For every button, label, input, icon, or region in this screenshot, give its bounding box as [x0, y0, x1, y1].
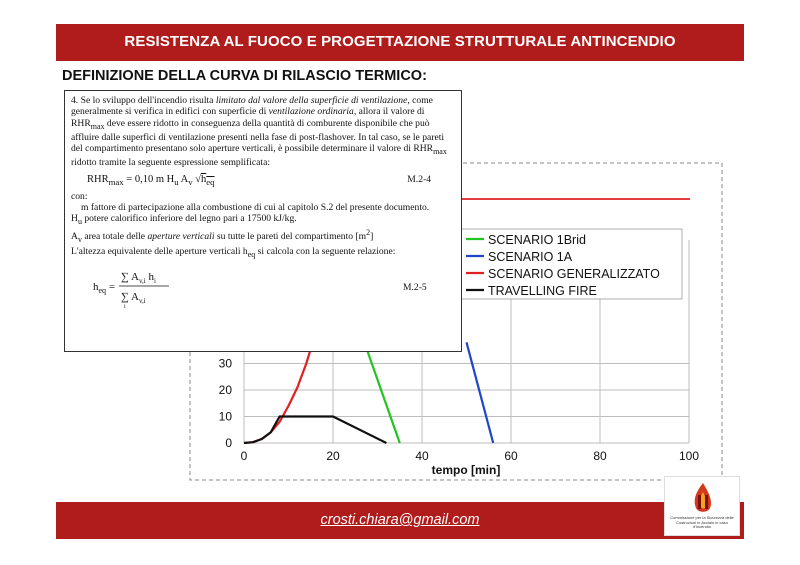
paragraph-4 [71, 95, 453, 169]
series-line-travelling-fire [244, 417, 386, 444]
logo-caption: Commissione per la Sicurezza delle Costruzioni in Acciaio in caso d'incendio [670, 515, 734, 529]
commission-logo [664, 476, 740, 536]
y-tick-label: 30 [218, 356, 232, 371]
definition-av: $A_v$ area totale delle aperture verticali su tutte le pareti del compartimento $[m^2]$ [71, 228, 374, 245]
chart-legend [460, 229, 682, 299]
legend-entry: SCENARIO 1Brid [488, 233, 586, 247]
para-text: , come generalmente si verifica in edifici con superficie di [71, 95, 433, 118]
svg-text:∑ Av,i: ∑ $A_{v,i}$ [121, 290, 146, 305]
legend-entry: TRAVELLING FIRE [488, 284, 597, 298]
slide-title: RESISTENZA AL FUOCO E PROGETTAZIONE STRUTTURALE ANTINCENDIO [124, 33, 676, 50]
para-sub: max [433, 147, 447, 156]
formula-rhr-expression: $RHR_{max} = 0,10$ m $H_u$ $A_v$ $√h_{eq}$ [87, 173, 215, 187]
regulation-text-box [64, 90, 462, 352]
x-tick-label: 20 [326, 449, 340, 463]
formula-id-m24: M.2-4 [407, 173, 431, 185]
con-label: con: [71, 190, 88, 202]
series-line-scenario-1a [467, 342, 494, 443]
svg-text:i: i [124, 303, 126, 310]
x-tick-label: 100 [678, 449, 700, 463]
x-tick-label: 80 [593, 449, 607, 463]
x-tick-label: 0 [240, 449, 248, 463]
footer-bar [56, 502, 744, 539]
para-sub: max [90, 121, 105, 131]
para-italic: ventilazione ordinaria [268, 106, 354, 118]
para-text: , allora il valore di RHR [71, 106, 425, 129]
para-italic: limitato dal valore della superficie di ventilazione [215, 95, 408, 106]
para-text: ridotto tramite la seguente espressione semplificata: [71, 157, 271, 169]
legend-entry: SCENARIO GENERALIZZATO [488, 267, 660, 281]
definition-m: m fattore di partecipazione alla combustione di cui al capitolo S.2 del presente documento. [81, 201, 430, 213]
para-text: Se lo sviluppo dell'incendio risulta [80, 95, 216, 106]
paragraph-number: 4. [71, 95, 79, 106]
y-tick-label: 20 [218, 383, 232, 397]
heq-intro: L'altezza equivalente delle aperture verticali $h_{eq}$ si calcola con la seguente relazione: [71, 245, 396, 259]
contact-email-link[interactable]: crosti.chiara@gmail.com [320, 512, 480, 528]
x-tick-label: 40 [415, 449, 429, 463]
formula-heq [71, 260, 451, 310]
legend-entry: SCENARIO 1A [488, 250, 573, 264]
section-heading: DEFINIZIONE DELLA CURVA DI RILASCIO TERMICO: [62, 68, 427, 84]
svg-text:heq =: $h_{eq}$ = [93, 280, 116, 295]
x-tick-label: 60 [504, 449, 518, 463]
definition-hu: $H_u$ potere calorifico inferiore del legno pari a 17500 kJ/kg. [71, 213, 297, 227]
svg-text:∑ Av,i hi: ∑ $A_{v,i}$ $h_i$ [121, 270, 156, 285]
y-tick-label: 10 [218, 409, 232, 424]
svg-text:M.2-5: M.2-5 [403, 281, 427, 293]
chart-ticks [219, 357, 700, 464]
y-tick-label: 0 [225, 436, 232, 450]
flame-logo-icon [665, 477, 741, 517]
para-text: deve essere ridotto in conseguenza della quantità di comburente disponibile che può affluire dalle superfici di ventilazione presenti nella fase di post-flashover. In tal caso, se le pareti del compartimento presentano solo aperture verticali, è possibile determinare il valore di RHR [71, 117, 445, 155]
formula-rhr [71, 169, 453, 191]
x-axis-label: tempo [min] [431, 463, 501, 477]
